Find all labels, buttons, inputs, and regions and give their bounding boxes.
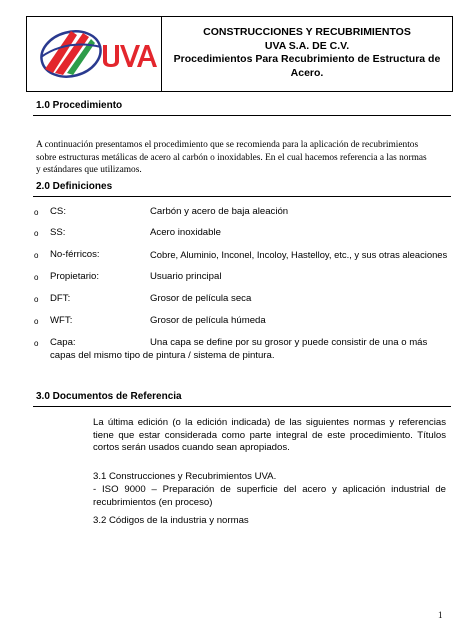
- reference-item: 3.2 Códigos de la industria y normas: [93, 515, 249, 526]
- definition-description: Cobre, Aluminio, Inconel, Incoloy, Hastelloy, etc., y sus otras aleaciones: [150, 249, 448, 260]
- bullet-icon: o: [34, 339, 39, 348]
- section-2-title: 2.0 Definiciones: [36, 181, 113, 192]
- definition-description: Acero inoxidable: [150, 227, 221, 238]
- definition-term: Propietario:: [50, 271, 100, 282]
- reference-subitem: - ISO 9000 – Preparación de superficie del acero y aplicación industrial de recubrimientos (en proceso): [93, 484, 446, 508]
- bullet-icon: o: [34, 208, 39, 217]
- uva-logo-icon: [27, 17, 161, 91]
- definition-description: Carbón y acero de baja aleación: [150, 206, 289, 217]
- definition-term: SS:: [50, 227, 66, 238]
- definition-description: Grosor de película húmeda: [150, 315, 266, 326]
- paragraph-line: A continuación presentamos el procedimiento que se recomienda para la aplicación de recubrimientos: [36, 140, 419, 150]
- section-1-title: 1.0 Procedimiento: [36, 100, 123, 111]
- section-3-rule: [33, 406, 451, 407]
- definition-term: DFT:: [50, 293, 71, 304]
- bullet-icon: o: [34, 273, 39, 282]
- header-table: [26, 16, 453, 92]
- reference-item: 3.1 Construcciones y Recubrimientos UVA.: [93, 471, 277, 482]
- definition-term: CS:: [50, 206, 66, 217]
- title-line-4: Acero.: [290, 66, 324, 79]
- company-logo: [27, 17, 162, 91]
- definition-description: Una capa se define por su grosor y puede consistir de una o más capas del mismo tipo de pintura / sistema de pintura.: [50, 337, 428, 361]
- bullet-icon: o: [34, 295, 39, 304]
- bullet-icon: o: [34, 317, 39, 326]
- references-intro: La última edición (o la edición indicada) de las siguientes normas y referencias tiene que estar considerada como parte integral de este procedimiento. Títulos cortos serán usados cuando sean apropiados.: [93, 417, 446, 453]
- bullet-icon: o: [34, 251, 39, 260]
- definition-term: WFT:: [50, 315, 73, 326]
- document-title: [162, 17, 452, 91]
- paragraph-line: y estándares que utilizamos.: [36, 165, 142, 175]
- paragraph-line: sobre estructuras metálicas de acero al carbón o inoxidables. En el cual hacemos referencia a las normas: [36, 152, 427, 163]
- definition-description: Usuario principal: [150, 271, 222, 282]
- definition-term: No-férricos:: [50, 249, 100, 260]
- logo-text: UVA: [27, 17, 29, 18]
- title-line-3: Procedimientos Para Recubrimiento de Estructura de: [173, 53, 441, 65]
- definition-term: Capa:: [50, 337, 76, 348]
- title-line-2: UVA S.A. DE C.V.: [264, 39, 350, 52]
- definition-description: Grosor de película seca: [150, 293, 252, 304]
- title-line-1: CONSTRUCCIONES Y RECUBRIMIENTOS: [203, 26, 411, 38]
- bullet-icon: o: [34, 229, 39, 238]
- page-number: 1: [438, 610, 443, 620]
- definition-capa: [50, 337, 455, 362]
- section-3-title: 3.0 Documentos de Referencia: [36, 391, 182, 402]
- section-2-rule: [33, 196, 451, 197]
- section-1-paragraph: [36, 139, 446, 177]
- section-1-rule: [33, 115, 451, 116]
